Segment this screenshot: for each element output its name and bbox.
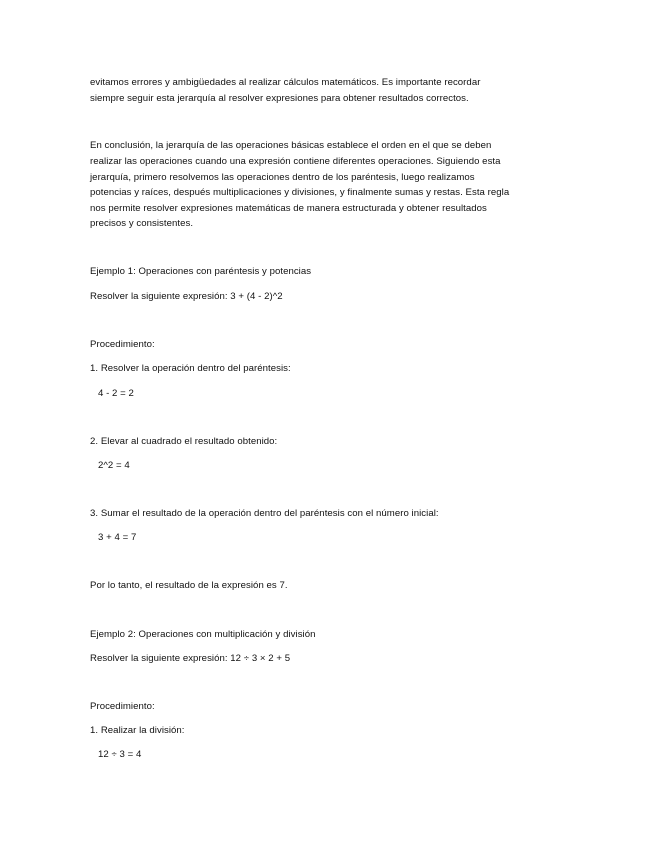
- conclusion-line-2: realizar las operaciones cuando una expresión contiene diferentes operaciones. Siguiendo esta: [90, 156, 501, 167]
- conclusion-line-4: potencias y raíces, después multiplicaciones y divisiones, y finalmente sumas y restas. Esta regla: [90, 187, 510, 198]
- example1-result: Por lo tanto, el resultado de la expresión es 7.: [90, 580, 288, 591]
- intro-line-2: siempre seguir esta jerarquía al resolver expresiones para obtener resultados correctos.: [90, 93, 469, 104]
- conclusion-line-6: precisos y consistentes.: [90, 218, 194, 229]
- example1-procedure-label: Procedimiento:: [90, 339, 155, 350]
- example2-step1-calc: 12 ÷ 3 = 4: [98, 749, 142, 760]
- example1-statement: Resolver la siguiente expresión: 3 + (4 - 2)^2: [90, 291, 283, 302]
- example1-step2-calc: 2^2 = 4: [98, 460, 130, 471]
- example1-step3-calc: 3 + 4 = 7: [98, 532, 137, 543]
- conclusion-line-1: En conclusión, la jerarquía de las operaciones básicas establece el orden en el que se deben: [90, 140, 492, 151]
- conclusion-line-5: nos permite resolver expresiones matemáticas de manera estructurada y obtener resultados: [90, 203, 487, 214]
- example1-step1: 1. Resolver la operación dentro del paréntesis:: [90, 363, 291, 374]
- example1-step2: 2. Elevar al cuadrado el resultado obtenido:: [90, 436, 278, 447]
- example1-title: Ejemplo 1: Operaciones con paréntesis y potencias: [90, 266, 312, 277]
- example2-step1: 1. Realizar la división:: [90, 725, 185, 736]
- example2-procedure-label: Procedimiento:: [90, 701, 155, 712]
- example1-step1-calc: 4 - 2 = 2: [98, 388, 134, 399]
- intro-line-1: evitamos errores y ambigüedades al realizar cálculos matemáticos. Es importante recordar: [90, 77, 481, 88]
- example2-statement: Resolver la siguiente expresión: 12 ÷ 3 × 2 + 5: [90, 653, 291, 664]
- example1-step3: 3. Sumar el resultado de la operación dentro del paréntesis con el número inicial:: [90, 508, 439, 519]
- example2-title: Ejemplo 2: Operaciones con multiplicación y división: [90, 629, 316, 640]
- conclusion-line-3: jerarquía, primero resolvemos las operaciones dentro de los paréntesis, luego realizamos: [90, 172, 475, 183]
